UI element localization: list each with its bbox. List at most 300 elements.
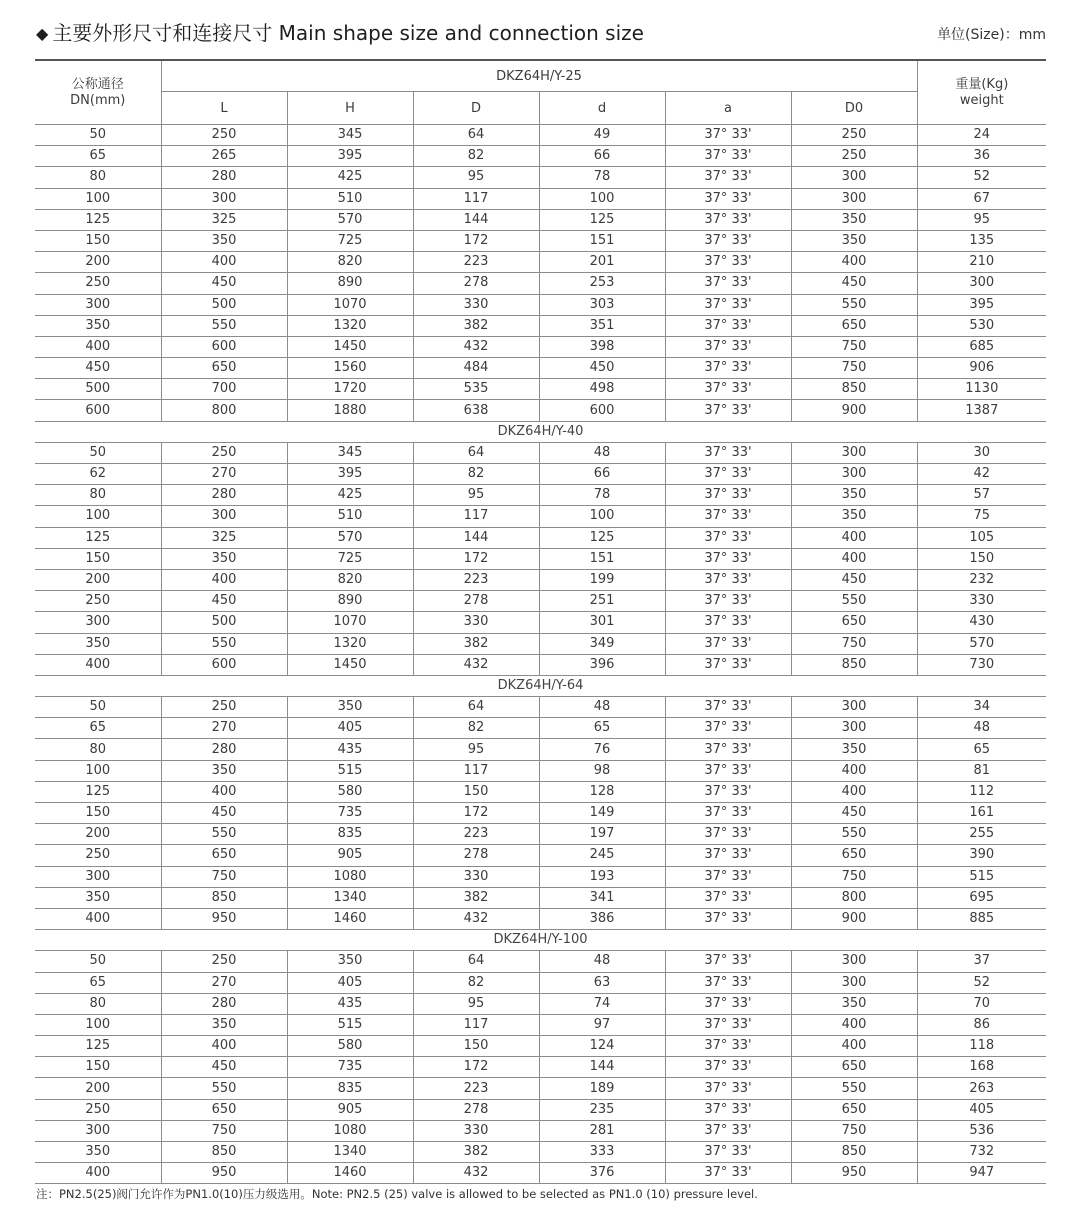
table-cell: 330 (413, 866, 539, 887)
table-cell: 150 (413, 781, 539, 802)
table-row (35, 739, 1046, 760)
table-cell: 550 (161, 1078, 287, 1099)
table-cell: 37° 33' (665, 845, 791, 866)
table-cell: 350 (161, 548, 287, 569)
table-cell: 278 (413, 1099, 539, 1120)
table-cell: 450 (791, 803, 917, 824)
table-cell: 390 (917, 845, 1046, 866)
table-cell: 37° 33' (665, 1120, 791, 1141)
table-cell: 150 (917, 548, 1046, 569)
table-cell: 395 (287, 146, 413, 167)
table-cell: 350 (287, 697, 413, 718)
table-cell: 300 (917, 273, 1046, 294)
table-cell: 150 (35, 803, 161, 824)
table-cell: 37° 33' (665, 167, 791, 188)
table-cell: 37° 33' (665, 209, 791, 230)
column-header-l: L (161, 92, 287, 125)
table-cell: 382 (413, 887, 539, 908)
table-cell: 650 (791, 612, 917, 633)
table-cell: 37° 33' (665, 379, 791, 400)
table-cell: 95 (413, 739, 539, 760)
table-cell: 95 (413, 993, 539, 1014)
table-cell: 37° 33' (665, 951, 791, 972)
table-cell: 149 (539, 803, 665, 824)
table-cell: 515 (917, 866, 1046, 887)
table-cell: 650 (791, 1099, 917, 1120)
table-cell: 300 (791, 464, 917, 485)
table-cell: 30 (917, 442, 1046, 463)
table-cell: 450 (161, 803, 287, 824)
table-cell: 400 (161, 569, 287, 590)
table-cell: 350 (35, 315, 161, 336)
table-cell: 48 (917, 718, 1046, 739)
table-row (35, 485, 1046, 506)
table-cell: 341 (539, 887, 665, 908)
table-cell: 250 (161, 951, 287, 972)
table-cell: 117 (413, 760, 539, 781)
table-cell: 735 (287, 803, 413, 824)
table-cell: 37° 33' (665, 1142, 791, 1163)
table-cell: 350 (791, 209, 917, 230)
table-cell: 300 (791, 972, 917, 993)
table-cell: 432 (413, 654, 539, 675)
table-cell: 144 (413, 527, 539, 548)
table-cell: 300 (35, 866, 161, 887)
column-header-a: a (665, 92, 791, 125)
model-header: DKZ64H/Y-25 (161, 60, 917, 92)
table-cell: 600 (35, 400, 161, 421)
table-cell: 97 (539, 1014, 665, 1035)
table-cell: 950 (161, 908, 287, 929)
table-row (35, 358, 1046, 379)
table-cell: 382 (413, 633, 539, 654)
table-cell: 37° 33' (665, 506, 791, 527)
table-cell: 350 (35, 887, 161, 908)
table-cell: 100 (539, 506, 665, 527)
table-row (35, 1120, 1046, 1141)
table-cell: 24 (917, 125, 1046, 146)
table-cell: 117 (413, 506, 539, 527)
table-cell: 498 (539, 379, 665, 400)
table-cell: 37° 33' (665, 1014, 791, 1035)
table-cell: 37° 33' (665, 230, 791, 251)
table-cell: 82 (413, 464, 539, 485)
table-cell: 550 (791, 1078, 917, 1099)
table-cell: 330 (413, 294, 539, 315)
table-cell: 37° 33' (665, 358, 791, 379)
table-cell: 66 (539, 146, 665, 167)
table-cell: 345 (287, 125, 413, 146)
group-header-row (35, 930, 1046, 951)
table-cell: 37° 33' (665, 866, 791, 887)
table-cell: 1080 (287, 866, 413, 887)
table-cell: 450 (539, 358, 665, 379)
table-cell: 303 (539, 294, 665, 315)
table-cell: 350 (35, 633, 161, 654)
table-cell: 400 (35, 336, 161, 357)
table-cell: 500 (161, 294, 287, 315)
table-cell: 580 (287, 781, 413, 802)
table-cell: 1387 (917, 400, 1046, 421)
table-cell: 37° 33' (665, 654, 791, 675)
table-cell: 37° 33' (665, 1036, 791, 1057)
table-cell: 280 (161, 167, 287, 188)
table-cell: 1880 (287, 400, 413, 421)
table-cell: 37° 33' (665, 188, 791, 209)
table-cell: 510 (287, 506, 413, 527)
table-cell: 98 (539, 760, 665, 781)
table-cell: 281 (539, 1120, 665, 1141)
table-cell: 100 (539, 188, 665, 209)
table-cell: 76 (539, 739, 665, 760)
table-cell: 82 (413, 972, 539, 993)
table-cell: 280 (161, 739, 287, 760)
table-cell: 300 (791, 167, 917, 188)
table-cell: 350 (791, 485, 917, 506)
table-cell: 1070 (287, 294, 413, 315)
table-cell: 425 (287, 485, 413, 506)
table-cell: 1460 (287, 908, 413, 929)
table-cell: 150 (35, 230, 161, 251)
table-cell: 100 (35, 1014, 161, 1035)
table-cell: 905 (287, 845, 413, 866)
table-cell: 270 (161, 718, 287, 739)
table-cell: 95 (917, 209, 1046, 230)
table-cell: 105 (917, 527, 1046, 548)
table-cell: 405 (287, 718, 413, 739)
table-cell: 117 (413, 1014, 539, 1035)
table-cell: 435 (287, 739, 413, 760)
table-cell: 484 (413, 358, 539, 379)
table-cell: 820 (287, 569, 413, 590)
table-cell: 400 (791, 527, 917, 548)
table-cell: 382 (413, 315, 539, 336)
table-cell: 278 (413, 273, 539, 294)
table-row (35, 315, 1046, 336)
table-row (35, 1099, 1046, 1120)
table-cell: 400 (35, 908, 161, 929)
table-cell: 850 (791, 1142, 917, 1163)
table-cell: 278 (413, 591, 539, 612)
table-cell: 1340 (287, 1142, 413, 1163)
table-cell: 750 (161, 1120, 287, 1141)
table-cell: 150 (35, 548, 161, 569)
table-cell: 725 (287, 548, 413, 569)
table-cell: 300 (791, 188, 917, 209)
table-row (35, 993, 1046, 1014)
table-cell: 685 (917, 336, 1046, 357)
table-cell: 350 (161, 230, 287, 251)
table-cell: 37° 33' (665, 273, 791, 294)
table-cell: 730 (917, 654, 1046, 675)
table-cell: 250 (35, 845, 161, 866)
table-row (35, 633, 1046, 654)
table-cell: 570 (917, 633, 1046, 654)
table-cell: 350 (161, 1014, 287, 1035)
table-cell: 232 (917, 569, 1046, 590)
table-cell: 80 (35, 739, 161, 760)
table-cell: 1340 (287, 887, 413, 908)
table-row (35, 230, 1046, 251)
column-header-d0: D0 (791, 92, 917, 125)
table-cell: 42 (917, 464, 1046, 485)
table-row (35, 209, 1046, 230)
table-row (35, 654, 1046, 675)
table-cell: 400 (161, 252, 287, 273)
table-cell: 398 (539, 336, 665, 357)
table-cell: 905 (287, 1099, 413, 1120)
table-cell: 700 (161, 379, 287, 400)
table-cell: 200 (35, 569, 161, 590)
table-cell: 350 (287, 951, 413, 972)
table-cell: 650 (791, 845, 917, 866)
table-cell: 95 (413, 167, 539, 188)
table-cell: 515 (287, 760, 413, 781)
table-row (35, 845, 1046, 866)
table-cell: 250 (161, 697, 287, 718)
table-cell: 750 (791, 633, 917, 654)
table-cell: 950 (791, 1163, 917, 1184)
table-row (35, 1142, 1046, 1163)
table-cell: 650 (791, 315, 917, 336)
column-header-h: H (287, 92, 413, 125)
table-cell: 350 (791, 739, 917, 760)
table-cell: 37° 33' (665, 294, 791, 315)
table-cell: 600 (161, 336, 287, 357)
table-cell: 330 (413, 612, 539, 633)
table-cell: 250 (35, 591, 161, 612)
table-cell: 400 (791, 760, 917, 781)
table-cell: 86 (917, 1014, 1046, 1035)
table-cell: 396 (539, 654, 665, 675)
table-cell: 37° 33' (665, 612, 791, 633)
table-cell: 37° 33' (665, 908, 791, 929)
table-cell: 37° 33' (665, 993, 791, 1014)
table-cell: 300 (791, 442, 917, 463)
table-cell: 425 (287, 167, 413, 188)
table-row (35, 1036, 1046, 1057)
table-cell: 350 (35, 1142, 161, 1163)
table-cell: 550 (161, 315, 287, 336)
table-cell: 405 (287, 972, 413, 993)
table-cell: 850 (791, 654, 917, 675)
table-cell: 432 (413, 1163, 539, 1184)
table-row (35, 824, 1046, 845)
table-cell: 78 (539, 167, 665, 188)
table-cell: 223 (413, 252, 539, 273)
table-cell: 1460 (287, 1163, 413, 1184)
table-cell: 200 (35, 824, 161, 845)
table-cell: 750 (161, 866, 287, 887)
table-row (35, 1163, 1046, 1184)
dn-header (35, 60, 161, 125)
table-cell: 64 (413, 125, 539, 146)
table-cell: 125 (539, 527, 665, 548)
table-cell: 37° 33' (665, 781, 791, 802)
table-cell: 732 (917, 1142, 1046, 1163)
table-cell: 530 (917, 315, 1046, 336)
table-cell: 300 (161, 506, 287, 527)
table-cell: 300 (791, 718, 917, 739)
table-cell: 430 (917, 612, 1046, 633)
table-cell: 382 (413, 1142, 539, 1163)
table-cell: 376 (539, 1163, 665, 1184)
table-cell: 64 (413, 697, 539, 718)
table-cell: 37° 33' (665, 1099, 791, 1120)
table-cell: 510 (287, 188, 413, 209)
table-cell: 37° 33' (665, 485, 791, 506)
table-cell: 950 (161, 1163, 287, 1184)
table-cell: 81 (917, 760, 1046, 781)
table-cell: 200 (35, 252, 161, 273)
table-cell: 100 (35, 760, 161, 781)
table-cell: 223 (413, 1078, 539, 1099)
table-cell: 300 (791, 697, 917, 718)
table-cell: 735 (287, 1057, 413, 1078)
table-cell: 400 (791, 1014, 917, 1035)
table-cell: 82 (413, 718, 539, 739)
table-cell: 890 (287, 273, 413, 294)
table-cell: 37° 33' (665, 146, 791, 167)
table-cell: 37° 33' (665, 464, 791, 485)
table-cell: 750 (791, 358, 917, 379)
table-cell: 885 (917, 908, 1046, 929)
table-cell: 223 (413, 824, 539, 845)
table-cell: 1320 (287, 633, 413, 654)
table-cell: 835 (287, 1078, 413, 1099)
table-row (35, 146, 1046, 167)
table-row (35, 125, 1046, 146)
table-cell: 725 (287, 230, 413, 251)
table-cell: 500 (161, 612, 287, 633)
table-cell: 37° 33' (665, 803, 791, 824)
table-row (35, 760, 1046, 781)
table-cell: 65 (917, 739, 1046, 760)
table-row (35, 1078, 1046, 1099)
table-row (35, 612, 1046, 633)
table-cell: 500 (35, 379, 161, 400)
table-row (35, 548, 1046, 569)
table-cell: 36 (917, 146, 1046, 167)
table-cell: 450 (791, 273, 917, 294)
table-cell: 400 (35, 654, 161, 675)
table-cell: 1450 (287, 654, 413, 675)
table-cell: 395 (917, 294, 1046, 315)
table-row (35, 697, 1046, 718)
table-cell: 172 (413, 803, 539, 824)
table-cell: 435 (287, 993, 413, 1014)
table-cell: 37° 33' (665, 633, 791, 654)
table-cell: 37° 33' (665, 400, 791, 421)
group-header-row (35, 675, 1046, 696)
table-cell: 333 (539, 1142, 665, 1163)
table-cell: 600 (539, 400, 665, 421)
table-cell: 74 (539, 993, 665, 1014)
table-cell: 650 (791, 1057, 917, 1078)
table-cell: 125 (35, 781, 161, 802)
table-cell: 400 (791, 1036, 917, 1057)
table-cell: 37° 33' (665, 315, 791, 336)
table-cell: 345 (287, 442, 413, 463)
table-cell: 125 (539, 209, 665, 230)
table-cell: 400 (161, 781, 287, 802)
table-row (35, 400, 1046, 421)
table-cell: 450 (161, 591, 287, 612)
table-cell: 250 (161, 125, 287, 146)
table-cell: 250 (161, 442, 287, 463)
table-cell: 100 (35, 188, 161, 209)
table-cell: 193 (539, 866, 665, 887)
table-row (35, 972, 1046, 993)
table-cell: 128 (539, 781, 665, 802)
table-cell: 570 (287, 527, 413, 548)
table-cell: 325 (161, 209, 287, 230)
table-cell: 172 (413, 1057, 539, 1078)
footnote: 注：PN2.5(25)阀门允许作为PN1.0(10)压力级选用。Note: PN2.5 (25) valve is allowed to be selected as PN1.0 (10) pressure level. (36, 1187, 758, 1201)
table-cell: 351 (539, 315, 665, 336)
table-cell: 550 (161, 824, 287, 845)
table-cell: 117 (413, 188, 539, 209)
diamond-bullet-icon: ◆ (36, 24, 49, 43)
table-cell: 695 (917, 887, 1046, 908)
table-cell: 151 (539, 548, 665, 569)
table-cell: 536 (917, 1120, 1046, 1141)
table-cell: 37° 33' (665, 569, 791, 590)
table-cell: 750 (791, 336, 917, 357)
table-cell: 95 (413, 485, 539, 506)
table-cell: 450 (35, 358, 161, 379)
table-cell: 37° 33' (665, 125, 791, 146)
table-row (35, 591, 1046, 612)
table-cell: 450 (791, 569, 917, 590)
table-cell: 325 (161, 527, 287, 548)
table-row (35, 379, 1046, 400)
table-row (35, 887, 1046, 908)
table-cell: 1450 (287, 336, 413, 357)
table-cell: 118 (917, 1036, 1046, 1057)
table-row (35, 951, 1046, 972)
table-cell: 37° 33' (665, 887, 791, 908)
table-cell: 65 (35, 146, 161, 167)
table-cell: 900 (791, 908, 917, 929)
table-row (35, 442, 1046, 463)
table-cell: 650 (161, 358, 287, 379)
table-cell: 900 (791, 400, 917, 421)
table-cell: 65 (35, 972, 161, 993)
table-cell: 550 (791, 591, 917, 612)
table-cell: 550 (791, 294, 917, 315)
table-cell: 386 (539, 908, 665, 929)
table-cell: 172 (413, 230, 539, 251)
table-cell: 80 (35, 993, 161, 1014)
table-cell: 37° 33' (665, 591, 791, 612)
table-cell: 349 (539, 633, 665, 654)
table-cell: 800 (161, 400, 287, 421)
table-cell: 400 (161, 1036, 287, 1057)
table-cell: 125 (35, 209, 161, 230)
table-cell: 125 (35, 527, 161, 548)
table-cell: 835 (287, 824, 413, 845)
table-cell: 37° 33' (665, 548, 791, 569)
table-cell: 78 (539, 485, 665, 506)
table-cell: 1560 (287, 358, 413, 379)
table-row (35, 464, 1046, 485)
table-cell: 300 (35, 1120, 161, 1141)
column-header-d: d (539, 92, 665, 125)
table-cell: 947 (917, 1163, 1046, 1184)
table-cell: 112 (917, 781, 1046, 802)
table-cell: 199 (539, 569, 665, 590)
